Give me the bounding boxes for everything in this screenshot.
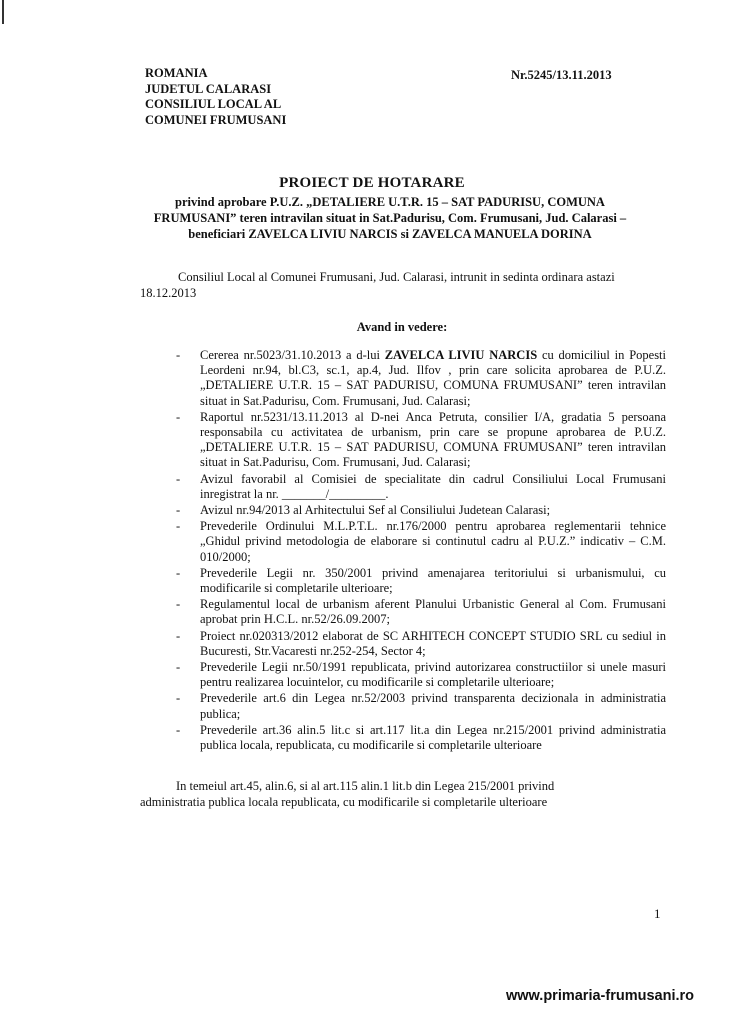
list-item [176,691,666,721]
list-item [176,348,666,409]
list-item-text [200,410,666,471]
list-item [176,410,666,471]
list-item-text-part: Prevederile Legii nr. 350/2001 privind amenajarea teritoriului si urbanismului, cu modificarile si completarile ulterioare; [200,565,666,596]
list-item-text [200,348,666,409]
list-bullet: - [176,660,181,675]
list-item [176,629,666,659]
list-bullet: - [176,628,181,643]
list-bullet: - [176,691,181,706]
list-item-text [200,660,666,690]
legal-basis-line: In temeiul art.45, alin.6, si al art.115 alin.1 lit.b din Legea 215/2001 privind [176,779,555,793]
issuer-line-county: JUDETUL CALARASI [145,81,272,96]
list-item-text-part: Avizul favorabil al Comisiei de specialitate din cadrul Consiliului Local Frumusani inregistrat la nr. _______/_________. [200,471,666,501]
list-item [176,597,666,627]
list-item [176,660,666,690]
considerations-list [176,348,666,754]
intro-paragraph [140,269,664,301]
list-bullet: - [176,503,181,518]
list-item [176,503,666,518]
list-item-text-part: Proiect nr.020313/2012 elaborat de SC ARHITECH CONCEPT STUDIO SRL cu sediul in Bucuresti, Str.Vacaresti nr.252-254, Sector 4; [200,628,666,658]
intro-line: Consiliul Local al Comunei Frumusani, Jud. Calarasi, intrunit in sedinta ordinara astazi [178,270,615,284]
issuer-block [145,66,286,128]
subtitle-line: FRUMUSANI” teren intravilan situat in Sat.Padurisu, Com. Frumusani, Jud. Calarasi – [153,211,627,225]
legal-basis-line: administratia publica locala republicata, cu modificarile si completarile ulterioare [140,795,548,809]
list-item-text-part: Regulamentul local de urbanism aferent Planului Urbanistic General al Com. Frumusani aprobat prin H.C.L. nr.52/26.09.2007; [200,597,666,627]
list-item-text-part: Raportul nr.5231/13.11.2013 al D-nei Anca Petruta, consilier I/A, gradatia 5 persoana responsabila cu activitatea de urbanism, prin care se propune aprobarea de P.U.Z. „DETALIERE U.T.R. 15 – SAT PADURISU, COMUNA FRUMUSANI” teren intravilan situat in Sat.Padurisu, Com. Frumusani, Jud. Calarasi; [200,409,666,470]
list-item-text [200,566,666,596]
considerations-heading: Avand in vedere: [356,320,448,334]
subtitle-line: privind aprobare P.U.Z. „DETALIERE U.T.R. 15 – SAT PADURISU, COMUNA [175,195,605,209]
list-item-text-part: Cererea nr.5023/31.10.2013 a d-lui [200,348,385,362]
page-number: 1 [654,906,661,921]
list-item-text-part: Prevederile Ordinului M.L.P.T.L. nr.176/2000 pentru aprobarea reglementarii tehnice „Ghidul privind metodologia de elaborare si continutul cadru al P.U.Z.” indicativ – C.M. 010/2000; [200,519,666,564]
list-bullet: - [176,471,181,486]
issuer-line-council: CONSILIUL LOCAL AL [145,97,282,111]
document-title: PROIECT DE HOTARARE [279,175,465,191]
list-item [176,566,666,596]
legal-basis-paragraph [140,778,664,810]
list-bullet: - [176,565,181,580]
list-item-text [200,597,666,627]
intro-line: 18.12.2013 [140,286,197,300]
issuer-line-commune: COMUNEI FRUMUSANI [145,112,287,127]
list-bullet: - [176,409,181,424]
list-bullet: - [176,722,181,737]
list-bullet: - [176,519,181,534]
list-item-text [200,691,666,721]
scan-edge-mark [2,0,4,24]
list-bullet: - [176,597,181,612]
list-item-text-part: cu domiciliul in Popesti Leordeni nr.94, bl.C3, sc.1, ap.4, Jud. Ilfov , prin care solicita aprobarea de P.U.Z. „DETALIERE U.T.R. 15 – SAT PADURISU, COMUNA FRUMUSANI” teren intravilan situat in Sat.Padurisu, Com. Frumusani, Jud. Calarasi; [200,348,666,408]
list-item-text [200,503,666,518]
list-item-text [200,519,666,565]
list-item [176,723,666,753]
list-item-text [200,723,666,753]
website-footer: www.primaria-frumusani.ro [506,988,694,1004]
list-item-text-part: Prevederile art.36 alin.5 lit.c si art.117 lit.a din Legea nr.215/2001 privind administratia publica locala, republicata, cu modificarile si completarile ulterioare [200,722,666,753]
list-item-text [200,472,666,502]
list-item-text-part: Prevederile art.6 din Legea nr.52/2003 privind transparenta decizionala in administratia publica; [200,691,666,721]
list-item-text-part: Avizul nr.94/2013 al Arhitectului Sef al Consiliului Judetean Calarasi; [200,503,551,518]
list-item-bold-name: ZAVELCA LIVIU NARCIS [384,348,538,362]
list-item-text-part: Prevederile Legii nr.50/1991 republicata, privind autorizarea constructiilor si unele masuri pentru realizarea locuintelor, cu modificarile si completarile ulterioare; [200,660,666,690]
list-bullet: - [176,348,181,362]
issuer-line-country: ROMANIA [145,66,208,80]
document-subtitle [120,194,660,242]
subtitle-line: beneficiari ZAVELCA LIVIU NARCIS si ZAVELCA MANUELA DORINA [188,227,592,241]
document-number: Nr.5245/13.11.2013 [511,68,612,82]
list-item [176,472,666,502]
list-item-text [200,629,666,659]
list-item [176,519,666,565]
